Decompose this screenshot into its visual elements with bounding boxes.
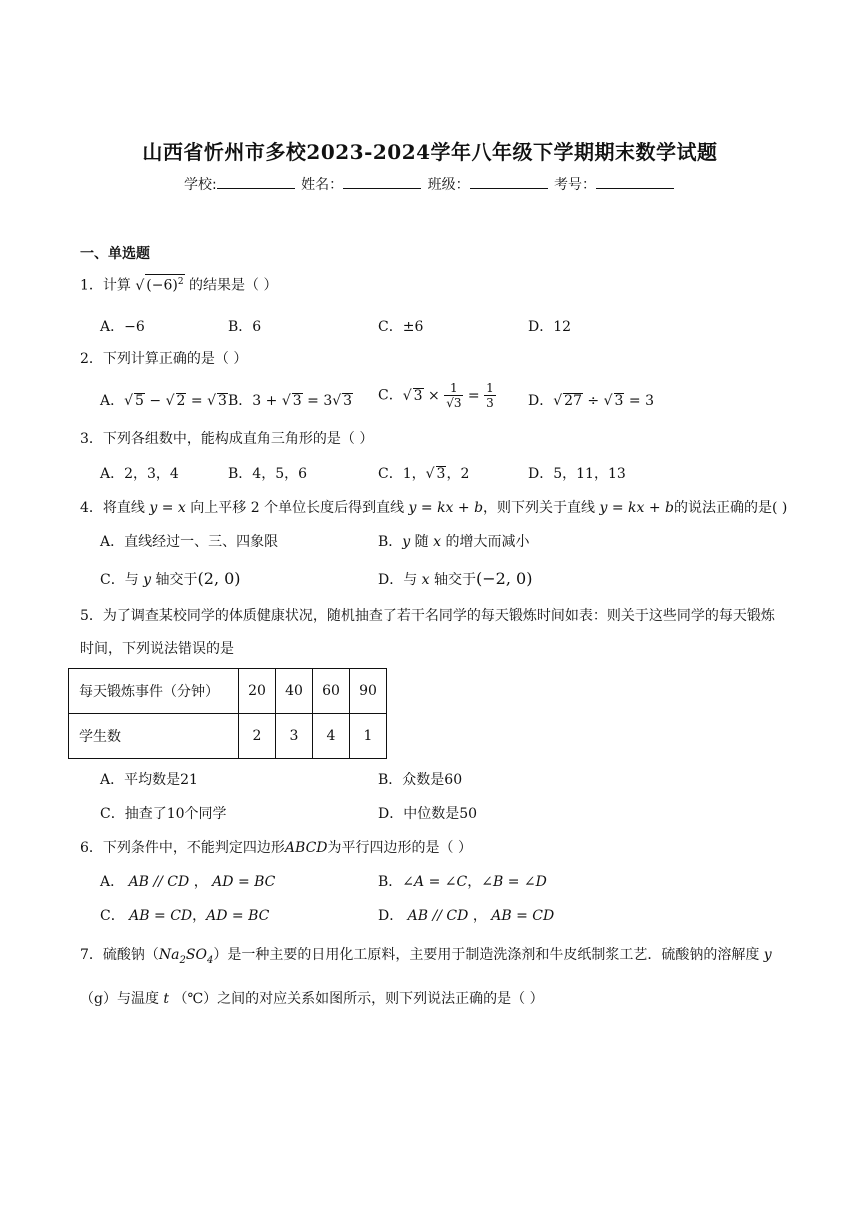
q5-option-a[interactable]: A．平均数是21: [100, 772, 198, 788]
class-blank[interactable]: [470, 174, 548, 189]
q2-option-b-expr: 3 + √ 3 = 3√ 3: [252, 393, 353, 409]
q4-option-a[interactable]: A．直线经过一、三、四象限: [100, 534, 279, 550]
question-1: [80, 274, 278, 295]
q4-option-b[interactable]: [378, 531, 529, 551]
student-info-line: [0, 174, 860, 194]
q3-option-c-tail: ，2: [446, 466, 470, 482]
school-label: 学校:: [183, 177, 217, 193]
exam-no-label: 考号：: [554, 177, 597, 193]
q2-option-d[interactable]: [528, 390, 654, 410]
question-7-stem-c: （g）与温度: [80, 990, 159, 1007]
q2-option-b-label: B．: [228, 393, 253, 409]
math-x-axis: x: [417, 572, 435, 588]
math-y: y: [402, 534, 415, 550]
question-4-stem-c: ，则下列关于直线: [483, 500, 596, 516]
question-1-stem-tail: 的结果是（ ）: [189, 277, 278, 294]
table-cell: 40: [276, 669, 313, 714]
question-5: 5．为了调查某校同学的体质健康状况，随机抽查了若干名同学的每天锻炼时间如表：则关于这些同学的每天锻炼时间，下列说法错误的是: [80, 608, 775, 657]
q4-option-c[interactable]: [100, 569, 241, 589]
math-x: x: [428, 534, 446, 550]
math-y-axis: y: [138, 572, 156, 588]
question-4-stem-a: 4．将直线: [80, 500, 145, 516]
q1-option-a[interactable]: A．−6: [100, 319, 145, 335]
question-3: 3．下列各组数中，能构成直角三角形的是（ ）: [80, 431, 374, 447]
q3-option-c-label: C．1，: [378, 466, 426, 482]
q6-option-c-label: C．: [100, 908, 125, 924]
q1-option-b[interactable]: B．6: [228, 319, 262, 335]
q5-option-c[interactable]: C．抽查了10个同学: [100, 806, 227, 822]
exercise-time-table: [68, 668, 387, 759]
q2-option-c[interactable]: [378, 381, 496, 410]
q3-option-b[interactable]: B．4，5，6: [228, 466, 308, 482]
question-4: [80, 497, 787, 517]
q4-option-d-label: D．与: [378, 572, 418, 588]
q2-option-a[interactable]: [100, 390, 228, 410]
table-cell: 2: [239, 714, 276, 759]
table-cell: 3: [276, 714, 313, 759]
math-abcd: ABCD: [284, 840, 328, 856]
q6-option-d[interactable]: [378, 905, 554, 925]
table-row: [69, 714, 387, 759]
q6-option-c-expr: AB = CD，AD = BC: [124, 908, 270, 924]
math-y-eq-kx-b-2: y = kx + b: [595, 500, 675, 516]
q6-option-c[interactable]: [100, 905, 269, 925]
question-1-stem: 1．计算: [80, 277, 131, 294]
q6-option-b-label: B．: [378, 874, 403, 890]
exam-no-blank[interactable]: [596, 174, 674, 189]
question-6-stem-a: 6．下列条件中，不能判定四边形: [80, 840, 285, 856]
table-cell: 1: [350, 714, 387, 759]
q2-option-b[interactable]: [228, 390, 353, 410]
school-blank[interactable]: [217, 174, 295, 189]
question-4-stem-b: 向上平移 2 个单位长度后得到直线: [190, 500, 405, 516]
q4-option-d[interactable]: [378, 569, 532, 589]
class-label: 班级：: [427, 177, 470, 193]
q6-option-b-expr: ∠A = ∠C，∠B = ∠D: [402, 874, 547, 890]
math-na2so4: $Na_2SO_4$: [158, 947, 214, 966]
q4-option-b-label: B．: [378, 534, 403, 550]
q2-option-c-expr: √ 3 × $\frac{1}{√3}$ = $\frac{1}{3}$: [402, 381, 494, 410]
table-cell: 4: [313, 714, 350, 759]
question-4-stem-d: 的说法正确的是( ): [674, 500, 788, 516]
q6-option-a[interactable]: [100, 871, 275, 891]
q3-option-a[interactable]: A．2，3，4: [100, 466, 179, 482]
table-cell: 90: [350, 669, 387, 714]
q5-option-b[interactable]: B．众数是60: [378, 772, 463, 788]
q3-option-c[interactable]: [378, 463, 469, 483]
q4-option-b-text2: 的增大而减小: [445, 534, 530, 550]
section-heading: 一、单选题: [80, 246, 150, 262]
q6-option-b[interactable]: [378, 871, 547, 891]
q5-option-d[interactable]: D．中位数是50: [378, 806, 478, 822]
table-row: [69, 669, 387, 714]
math-point-neg2-0: (−2, 0): [476, 569, 533, 588]
q6-option-a-label: A．: [100, 874, 125, 890]
q4-option-c-text: 轴交于: [155, 572, 198, 588]
math-t-temperature: t: [158, 990, 174, 1007]
math-y-solubility: y: [759, 947, 772, 963]
q2-option-d-label: D．: [528, 393, 554, 409]
q4-option-d-text: 轴交于: [434, 572, 477, 588]
q3-option-c-sqrt3: √ 3: [425, 466, 446, 482]
math-sqrt-neg6-squared: √ $(-6)^2$: [135, 278, 184, 294]
math-y-eq-x: y = x: [144, 500, 191, 516]
name-label: 姓名：: [301, 177, 344, 193]
question-7-stem-b: ）是一种主要的日用化工原料，主要用于制造洗涤剂和牛皮纸制浆工艺．硫酸钠的溶解度: [213, 947, 760, 963]
q4-option-c-label: C．与: [100, 572, 139, 588]
q1-option-c[interactable]: C．±6: [378, 319, 424, 335]
question-7: [80, 936, 785, 1018]
q6-option-d-expr: AB // CD ， AB = CD: [403, 908, 555, 924]
q2-option-c-label: C．: [378, 387, 403, 404]
q4-option-b-text: 随: [414, 534, 429, 550]
name-blank[interactable]: [343, 174, 421, 189]
table-cell: 60: [313, 669, 350, 714]
table-header-cell: 每天锻炼事件（分钟）: [69, 669, 239, 714]
q6-option-d-label: D．: [378, 908, 404, 924]
question-2: 2．下列计算正确的是（ ）: [80, 351, 248, 367]
page-title: 山西省忻州市多校2023-2024学年八年级下学期期末数学试题: [142, 140, 718, 164]
q2-option-a-expr: √ 5 − √ 2 = √ 3: [124, 393, 227, 409]
question-6: [80, 837, 472, 857]
table-cell: 20: [239, 669, 276, 714]
q3-option-d[interactable]: D．5，11，13: [528, 466, 626, 482]
q1-option-d[interactable]: D．12: [528, 319, 572, 335]
math-y-eq-kx-b: y = kx + b: [404, 500, 484, 516]
question-6-stem-b: 为平行四边形的是（ ）: [327, 840, 472, 856]
question-7-stem-d: （℃）之间的对应关系如图所示，则下列说法正确的是（ ）: [173, 990, 544, 1007]
q2-option-a-label: A．: [100, 393, 125, 409]
question-7-stem-a: 7．硫酸钠（: [80, 947, 159, 963]
table-header-cell: 学生数: [69, 714, 239, 759]
q2-option-d-expr: √ 27 ÷ √ 3 = 3: [553, 393, 655, 409]
q6-option-a-expr: AB // CD ， AD = BC: [124, 874, 276, 890]
math-point-2-0: (2, 0): [197, 569, 241, 588]
